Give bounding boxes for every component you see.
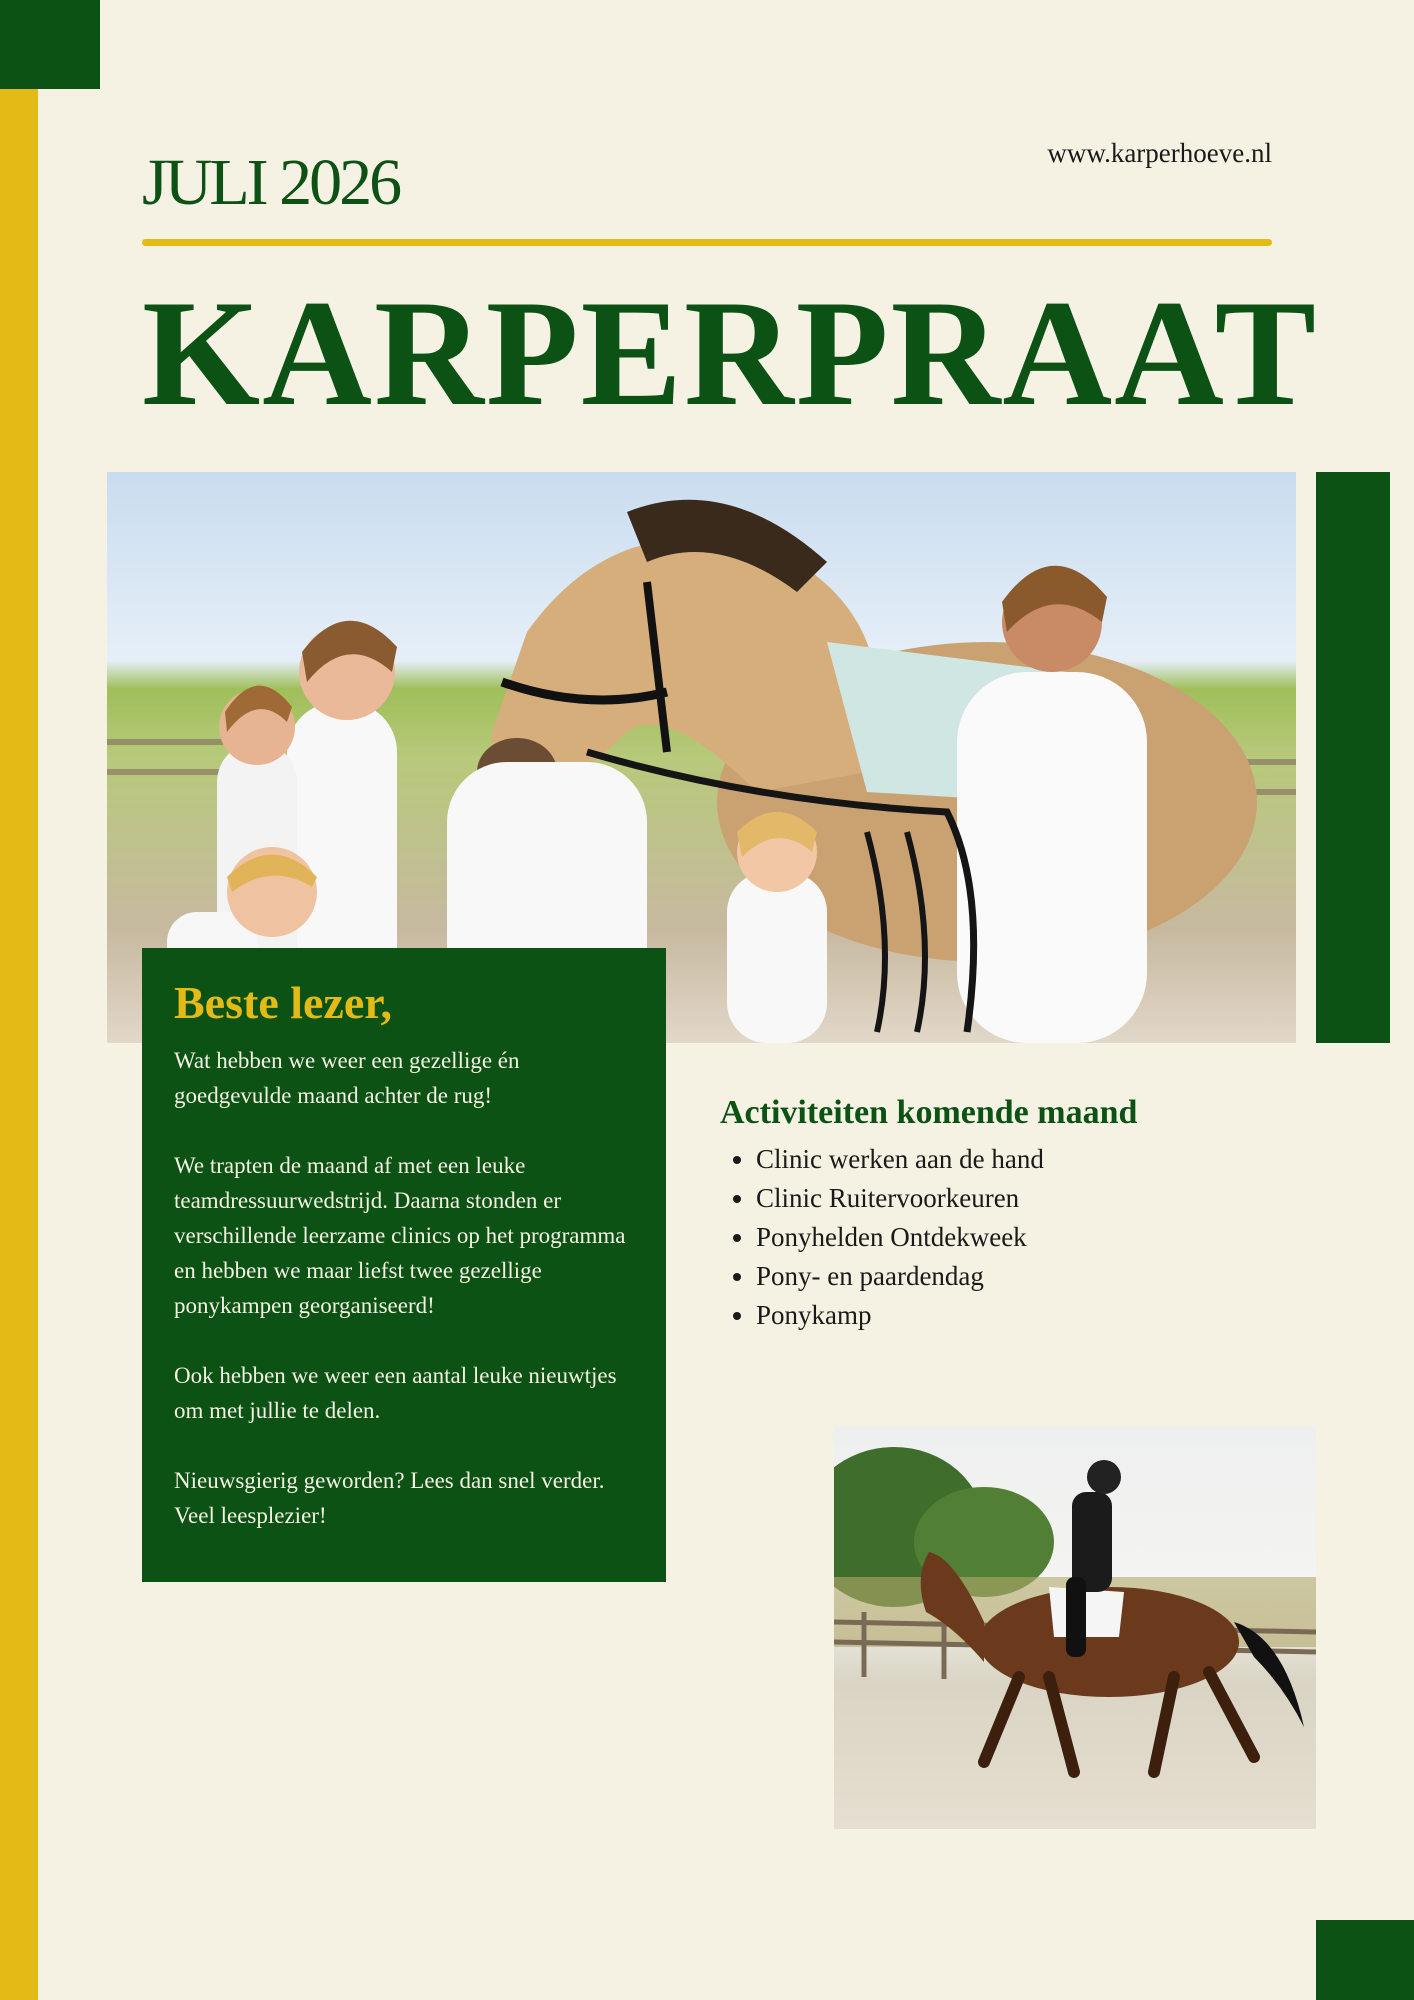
letter-paragraph: We trapten de maand af met een leuke teamdressuurwedstrijd. Daarna stonden er verschillende leerzame clinics op het programma en hebben we maar liefst twee gezellige ponykampen georganiseerd!	[174, 1152, 626, 1318]
list-item: • Ponykamp	[756, 1296, 1300, 1335]
newsletter-title: KARPERPRAAT	[142, 269, 1319, 437]
editorial-letter	[142, 948, 666, 1582]
list-item: • Clinic Ruitervoorkeuren	[756, 1179, 1300, 1218]
corner-block-top-left	[0, 0, 100, 89]
letter-paragraph: Wat hebben we weer een gezellige én goedgevulde maand achter de rug!	[174, 1047, 520, 1108]
activities-section	[720, 1093, 1300, 1335]
right-accent-bar	[1316, 472, 1390, 1043]
letter-paragraph: Ook hebben we weer een aantal leuke nieuwtjes om met jullie te delen.	[174, 1362, 617, 1423]
letter-greeting: Beste lezer,	[174, 977, 392, 1028]
list-item: • Ponyhelden Ontdekweek	[756, 1218, 1300, 1257]
website-link[interactable]: www.karperhoeve.nl	[1047, 138, 1272, 168]
corner-block-bottom-right	[1316, 1920, 1414, 2000]
activities-heading: Activiteiten komende maand	[720, 1094, 1138, 1131]
list-item: • Pony- en paardendag	[756, 1257, 1300, 1296]
issue-date: JULI 2026	[142, 146, 400, 219]
letter-paragraph: Nieuwsgierig geworden? Lees dan snel verder. Veel leesplezier!	[174, 1467, 605, 1528]
activities-list	[720, 1140, 1300, 1335]
rider-photo	[834, 1427, 1316, 1829]
header-divider	[142, 239, 1272, 246]
list-item: • Clinic werken aan de hand	[756, 1140, 1300, 1179]
left-accent-stripe	[0, 89, 38, 2000]
